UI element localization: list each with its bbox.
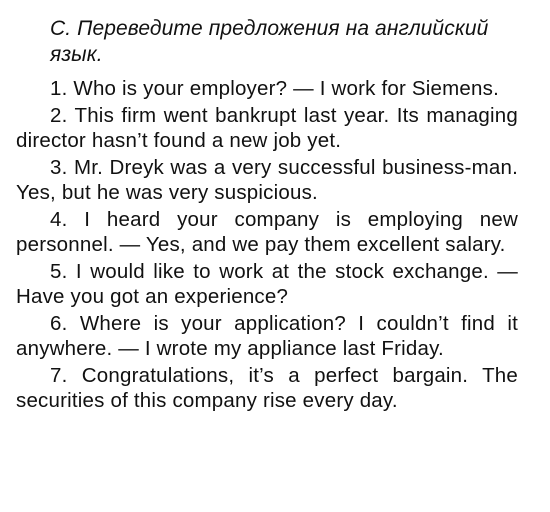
- sentence-list: [16, 76, 518, 413]
- sentence-1: 1. Who is your employer? — I work for Siemens.: [50, 77, 499, 100]
- sentence-3: 3. Mr. Dreyk was a very successful business-man. Yes, but he was very suspicious.: [16, 156, 518, 204]
- sentence-5: 5. I would like to work at the stock exchange. — Have you got an experience?: [16, 260, 518, 308]
- exercise-heading: C. Переведите предложения на английский язык.: [50, 17, 489, 66]
- sentence-7: 7. Congratulations, it’s a perfect bargain. The securities of this company rise every day.: [16, 364, 518, 412]
- sentence-4: 4. I heard your company is employing new personnel. — Yes, and we pay them excellent salary.: [16, 208, 518, 256]
- sentence-6: 6. Where is your application? I couldn’t find it anywhere. — I wrote my appliance last Friday.: [16, 312, 518, 360]
- sentence-2: 2. This firm went bankrupt last year. Its managing director hasn’t found a new job yet.: [16, 104, 518, 152]
